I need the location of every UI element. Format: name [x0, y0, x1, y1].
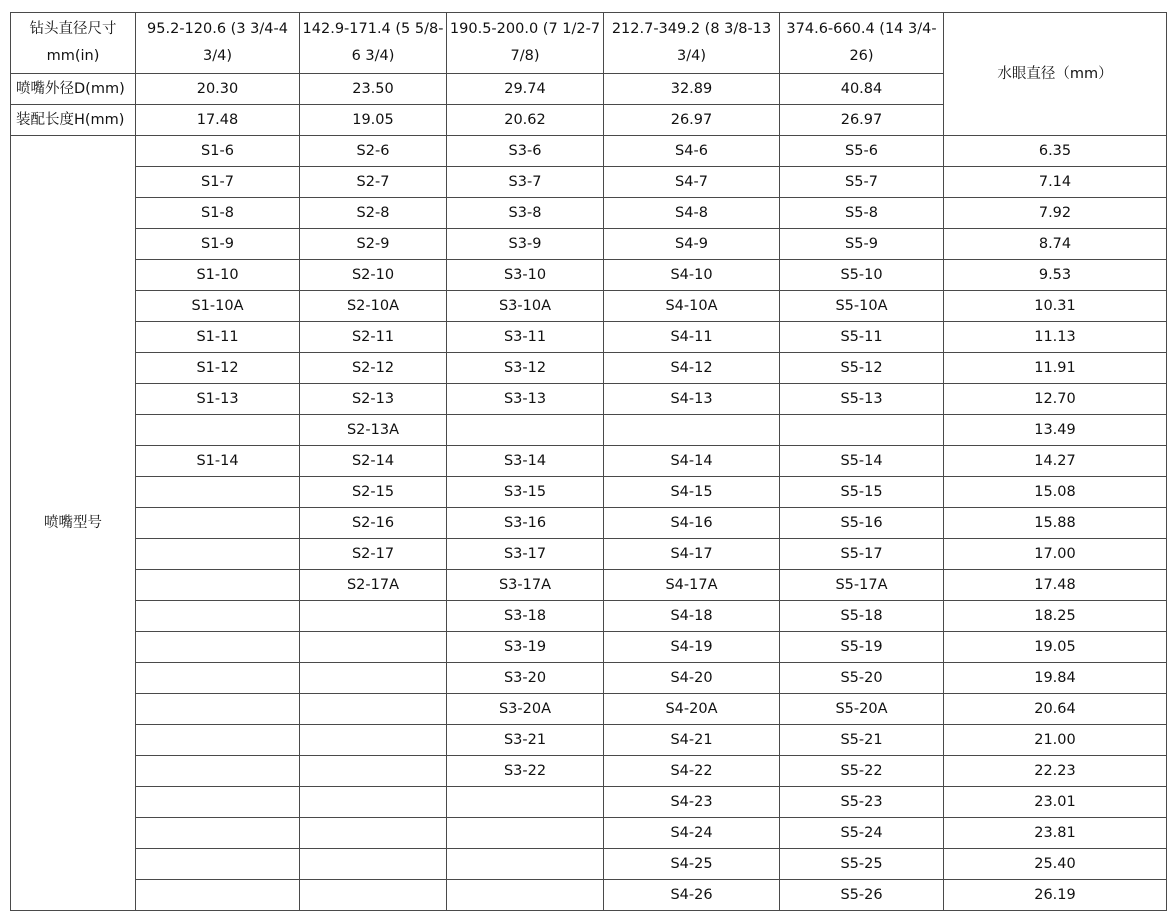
install-length-cell: 26.97: [780, 105, 944, 136]
nozzle-model-cell: S1-14: [136, 446, 300, 477]
nozzle-model-cell: S5-18: [780, 601, 944, 632]
outer-diameter-cell: 20.30: [136, 74, 300, 105]
nozzle-model-cell: S4-11: [604, 322, 780, 353]
nozzle-model-cell: S3-15: [447, 477, 604, 508]
nozzle-model-cell: [447, 415, 604, 446]
nozzle-model-cell: S3-21: [447, 725, 604, 756]
nozzle-model-cell: S3-19: [447, 632, 604, 663]
nozzle-model-cell: S3-14: [447, 446, 604, 477]
nozzle-model-cell: S4-22: [604, 756, 780, 787]
nozzle-model-cell: [300, 632, 447, 663]
nozzle-model-cell: S4-20A: [604, 694, 780, 725]
nozzle-model-cell: [136, 508, 300, 539]
nozzle-model-cell: [136, 787, 300, 818]
nozzle-model-cell: S5-17A: [780, 570, 944, 601]
outer-diameter-cell: 29.74: [447, 74, 604, 105]
table-row: [11, 508, 1167, 539]
nozzle-model-cell: [300, 601, 447, 632]
nozzle-model-cell: S4-21: [604, 725, 780, 756]
bore-diameter-cell: 23.01: [944, 787, 1167, 818]
install-length-cell: 19.05: [300, 105, 447, 136]
install-length-cell: 20.62: [447, 105, 604, 136]
bore-diameter-cell: 15.88: [944, 508, 1167, 539]
nozzle-model-cell: S4-17: [604, 539, 780, 570]
nozzle-model-cell: S5-12: [780, 353, 944, 384]
nozzle-model-cell: [300, 818, 447, 849]
bore-diameter-cell: 19.05: [944, 632, 1167, 663]
bore-diameter-cell: 18.25: [944, 601, 1167, 632]
nozzle-model-cell: S2-9: [300, 229, 447, 260]
bore-diameter-cell: 8.74: [944, 229, 1167, 260]
nozzle-model-cell: S5-24: [780, 818, 944, 849]
nozzle-model-cell: [136, 415, 300, 446]
nozzle-model-cell: S2-7: [300, 167, 447, 198]
outer-diameter-cell: 23.50: [300, 74, 447, 105]
nozzle-model-cell: S3-17A: [447, 570, 604, 601]
nozzle-model-cell: S5-23: [780, 787, 944, 818]
nozzle-model-cell: S5-20: [780, 663, 944, 694]
nozzle-model-label: 喷嘴型号: [11, 136, 136, 911]
nozzle-model-cell: S1-8: [136, 198, 300, 229]
nozzle-model-cell: S3-17: [447, 539, 604, 570]
bore-diameter-cell: 7.14: [944, 167, 1167, 198]
nozzle-model-cell: S5-26: [780, 880, 944, 911]
nozzle-model-cell: S3-6: [447, 136, 604, 167]
nozzle-model-cell: [447, 880, 604, 911]
nozzle-model-cell: S5-7: [780, 167, 944, 198]
nozzle-od-label: 喷嘴外径D(mm): [11, 74, 136, 105]
bore-diameter-cell: 17.00: [944, 539, 1167, 570]
bore-diameter-cell: 11.13: [944, 322, 1167, 353]
table-row: [11, 601, 1167, 632]
nozzle-model-cell: S2-13: [300, 384, 447, 415]
nozzle-model-cell: [136, 477, 300, 508]
nozzle-model-cell: [136, 539, 300, 570]
bore-diameter-cell: 6.35: [944, 136, 1167, 167]
nozzle-model-cell: S5-14: [780, 446, 944, 477]
nozzle-model-cell: S5-10A: [780, 291, 944, 322]
table-row: [11, 136, 1167, 167]
nozzle-model-cell: S5-21: [780, 725, 944, 756]
nozzle-model-cell: S3-11: [447, 322, 604, 353]
nozzle-model-cell: [136, 694, 300, 725]
nozzle-model-cell: [136, 663, 300, 694]
table-row: [11, 415, 1167, 446]
nozzle-model-cell: S4-7: [604, 167, 780, 198]
nozzle-model-cell: S2-12: [300, 353, 447, 384]
nozzle-model-cell: [780, 415, 944, 446]
nozzle-model-cell: S3-13: [447, 384, 604, 415]
table-row: [11, 198, 1167, 229]
nozzle-model-cell: S1-9: [136, 229, 300, 260]
nozzle-model-cell: S3-12: [447, 353, 604, 384]
nozzle-model-cell: S4-6: [604, 136, 780, 167]
nozzle-model-cell: S4-24: [604, 818, 780, 849]
nozzle-model-cell: [300, 756, 447, 787]
nozzle-model-cell: S5-22: [780, 756, 944, 787]
nozzle-model-cell: S1-11: [136, 322, 300, 353]
nozzle-model-cell: S3-8: [447, 198, 604, 229]
nozzle-model-cell: S3-9: [447, 229, 604, 260]
nozzle-model-cell: S5-19: [780, 632, 944, 663]
nozzle-model-cell: S4-10: [604, 260, 780, 291]
nozzle-model-cell: S4-20: [604, 663, 780, 694]
nozzle-model-cell: S4-16: [604, 508, 780, 539]
install-length-label: 装配长度H(mm): [11, 105, 136, 136]
table-row: [11, 446, 1167, 477]
nozzle-model-cell: S5-16: [780, 508, 944, 539]
table-row: [11, 818, 1167, 849]
nozzle-model-cell: [136, 880, 300, 911]
nozzle-model-cell: S5-8: [780, 198, 944, 229]
nozzle-model-cell: S1-7: [136, 167, 300, 198]
nozzle-model-cell: [136, 818, 300, 849]
nozzle-model-cell: S4-10A: [604, 291, 780, 322]
nozzle-model-cell: S3-16: [447, 508, 604, 539]
nozzle-model-cell: S2-13A: [300, 415, 447, 446]
nozzle-model-cell: [300, 849, 447, 880]
nozzle-model-cell: S1-13: [136, 384, 300, 415]
table-row: [11, 260, 1167, 291]
nozzle-model-cell: S4-13: [604, 384, 780, 415]
nozzle-model-cell: [136, 756, 300, 787]
nozzle-model-cell: [136, 601, 300, 632]
nozzle-model-cell: S3-10A: [447, 291, 604, 322]
nozzle-model-cell: S3-20: [447, 663, 604, 694]
table-row: [11, 787, 1167, 818]
nozzle-model-cell: [136, 849, 300, 880]
bore-diameter-cell: 21.00: [944, 725, 1167, 756]
nozzle-model-cell: S2-10: [300, 260, 447, 291]
nozzle-model-cell: S5-17: [780, 539, 944, 570]
outer-diameter-cell: 32.89: [604, 74, 780, 105]
nozzle-model-cell: [447, 849, 604, 880]
nozzle-model-cell: S4-18: [604, 601, 780, 632]
nozzle-model-cell: S3-10: [447, 260, 604, 291]
nozzle-model-cell: S1-10A: [136, 291, 300, 322]
nozzle-model-cell: [136, 725, 300, 756]
nozzle-model-cell: S4-17A: [604, 570, 780, 601]
nozzle-model-cell: S5-15: [780, 477, 944, 508]
nozzle-model-cell: S3-22: [447, 756, 604, 787]
nozzle-model-cell: [136, 570, 300, 601]
table-row: [11, 384, 1167, 415]
install-length-cell: 26.97: [604, 105, 780, 136]
nozzle-model-cell: S4-25: [604, 849, 780, 880]
nozzle-model-cell: S2-17: [300, 539, 447, 570]
bore-diameter-cell: 20.64: [944, 694, 1167, 725]
bore-diameter-cell: 26.19: [944, 880, 1167, 911]
table-row: [11, 322, 1167, 353]
nozzle-model-cell: S5-25: [780, 849, 944, 880]
size-group-cell: 95.2-120.6 (3 3/4-4 3/4): [136, 13, 300, 74]
bore-diameter-cell: 11.91: [944, 353, 1167, 384]
nozzle-model-cell: S5-9: [780, 229, 944, 260]
nozzle-model-cell: S1-6: [136, 136, 300, 167]
nozzle-model-cell: [300, 663, 447, 694]
nozzle-model-cell: S4-15: [604, 477, 780, 508]
header-row-drill-size: [11, 13, 1167, 74]
nozzle-model-cell: [447, 787, 604, 818]
bore-diameter-cell: 25.40: [944, 849, 1167, 880]
nozzle-model-cell: S5-20A: [780, 694, 944, 725]
nozzle-model-cell: S5-6: [780, 136, 944, 167]
nozzle-model-cell: S4-19: [604, 632, 780, 663]
table-row: [11, 756, 1167, 787]
nozzle-model-cell: S3-20A: [447, 694, 604, 725]
table-row: [11, 229, 1167, 260]
bore-diameter-cell: 23.81: [944, 818, 1167, 849]
nozzle-spec-table: [10, 12, 1167, 911]
bore-diameter-cell: 15.08: [944, 477, 1167, 508]
table-row: [11, 353, 1167, 384]
nozzle-model-cell: S1-12: [136, 353, 300, 384]
nozzle-model-cell: [604, 415, 780, 446]
table-row: [11, 291, 1167, 322]
outer-diameter-cell: 40.84: [780, 74, 944, 105]
nozzle-model-cell: S1-10: [136, 260, 300, 291]
nozzle-model-cell: S5-10: [780, 260, 944, 291]
nozzle-model-cell: [300, 725, 447, 756]
bore-diameter-cell: 14.27: [944, 446, 1167, 477]
size-group-cell: 142.9-171.4 (5 5/8-6 3/4): [300, 13, 447, 74]
bore-diameter-cell: 22.23: [944, 756, 1167, 787]
table-row: [11, 632, 1167, 663]
size-group-cell: 190.5-200.0 (7 1/2-7 7/8): [447, 13, 604, 74]
bore-diameter-header: 水眼直径（mm）: [944, 13, 1167, 136]
nozzle-model-cell: [136, 632, 300, 663]
nozzle-model-cell: S4-14: [604, 446, 780, 477]
nozzle-model-cell: S4-12: [604, 353, 780, 384]
bore-diameter-cell: 17.48: [944, 570, 1167, 601]
table-row: [11, 539, 1167, 570]
size-group-cell: 374.6-660.4 (14 3/4-26): [780, 13, 944, 74]
nozzle-model-cell: S5-11: [780, 322, 944, 353]
table-row: [11, 167, 1167, 198]
table-row: [11, 570, 1167, 601]
nozzle-model-cell: S2-8: [300, 198, 447, 229]
nozzle-model-cell: [300, 787, 447, 818]
nozzle-model-cell: S2-6: [300, 136, 447, 167]
nozzle-model-cell: [447, 818, 604, 849]
nozzle-model-cell: S4-9: [604, 229, 780, 260]
nozzle-model-cell: S2-15: [300, 477, 447, 508]
bore-diameter-cell: 19.84: [944, 663, 1167, 694]
bore-diameter-cell: 12.70: [944, 384, 1167, 415]
nozzle-model-cell: [300, 880, 447, 911]
bore-diameter-cell: 13.49: [944, 415, 1167, 446]
nozzle-model-cell: S2-17A: [300, 570, 447, 601]
nozzle-model-cell: S4-26: [604, 880, 780, 911]
nozzle-model-cell: S2-14: [300, 446, 447, 477]
nozzle-model-cell: S5-13: [780, 384, 944, 415]
table-row: [11, 725, 1167, 756]
nozzle-model-cell: S2-10A: [300, 291, 447, 322]
bore-diameter-cell: 9.53: [944, 260, 1167, 291]
nozzle-model-cell: S2-16: [300, 508, 447, 539]
nozzle-model-cell: S4-23: [604, 787, 780, 818]
install-length-cell: 17.48: [136, 105, 300, 136]
table-row: [11, 849, 1167, 880]
nozzle-model-cell: S3-7: [447, 167, 604, 198]
nozzle-model-cell: S3-18: [447, 601, 604, 632]
table-row: [11, 477, 1167, 508]
nozzle-model-cell: S2-11: [300, 322, 447, 353]
bore-diameter-cell: 10.31: [944, 291, 1167, 322]
nozzle-model-cell: S4-8: [604, 198, 780, 229]
bore-diameter-cell: 7.92: [944, 198, 1167, 229]
table-row: [11, 694, 1167, 725]
size-group-cell: 212.7-349.2 (8 3/8-13 3/4): [604, 13, 780, 74]
drill-size-label: 钻头直径尺寸mm(in): [11, 13, 136, 74]
nozzle-model-cell: [300, 694, 447, 725]
table-row: [11, 663, 1167, 694]
table-row: [11, 880, 1167, 911]
